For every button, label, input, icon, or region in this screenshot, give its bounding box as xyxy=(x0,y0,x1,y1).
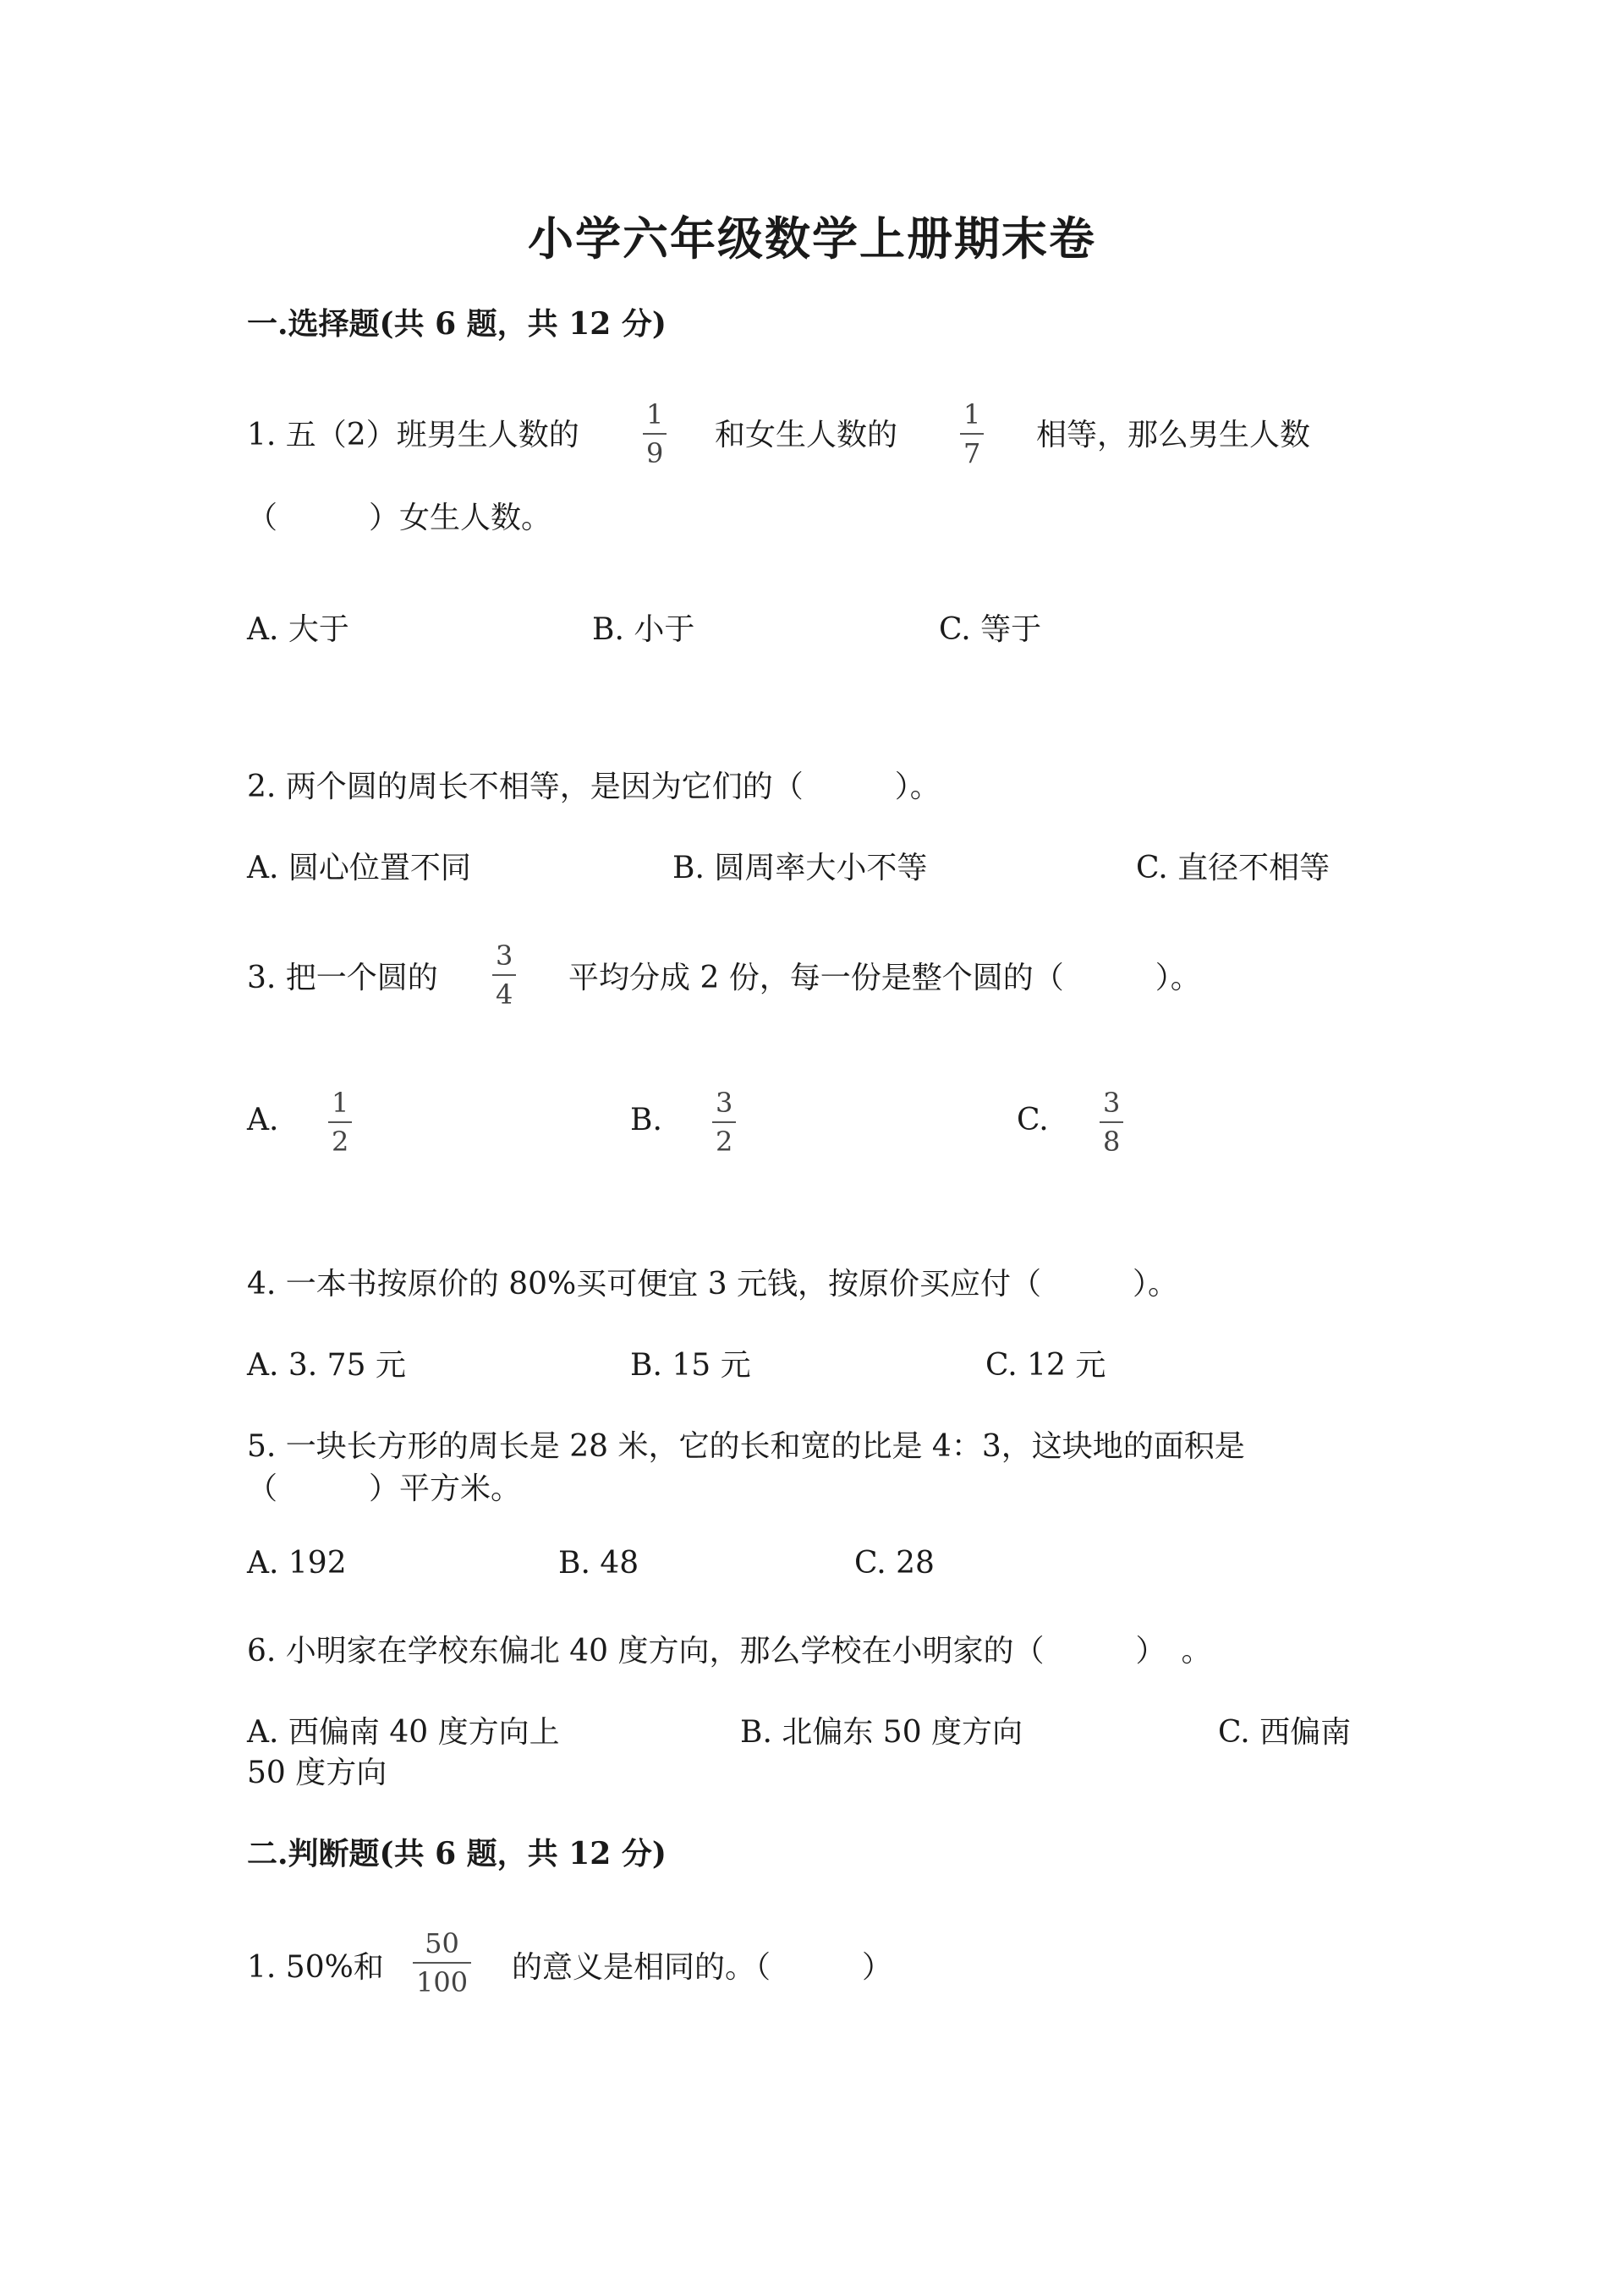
question-2-option-a: A. 圆心位置不同 xyxy=(247,851,471,885)
question-3-option-c-fraction xyxy=(1100,1087,1123,1158)
judge-question-1-fraction xyxy=(413,1927,471,1998)
question-2-option-c: C. 直径不相等 xyxy=(1136,851,1330,885)
question-1-option-a: A. 大于 xyxy=(247,612,349,647)
question-1-fraction-2 xyxy=(960,398,984,469)
question-5-option-a: A. 192 xyxy=(247,1546,347,1581)
fraction-numerator: 3 xyxy=(716,1087,733,1119)
judge-question-1-text-b: 的意义是相同的。（ ） xyxy=(512,1950,893,1985)
question-3-option-b-fraction xyxy=(712,1087,736,1158)
question-3-option-b: B. xyxy=(630,1103,662,1137)
fraction-numerator: 1 xyxy=(963,398,981,430)
fraction-numerator: 3 xyxy=(496,940,513,972)
question-1-fraction-1 xyxy=(643,398,667,469)
page-title: 小学六年级数学上册期末卷 xyxy=(528,211,1096,266)
question-4-option-c: C. 12 元 xyxy=(985,1348,1106,1383)
question-3-option-a: A. xyxy=(247,1103,279,1137)
question-1-text-b: 和女生人数的 xyxy=(715,418,898,452)
fraction-denominator: 100 xyxy=(416,1966,469,1998)
fraction-denominator: 7 xyxy=(963,437,981,469)
question-4-option-a: A. 3. 75 元 xyxy=(247,1348,406,1383)
question-5-option-c: C. 28 xyxy=(854,1546,935,1581)
question-6-option-c-continued: 50 度方向 xyxy=(247,1756,387,1790)
fraction-denominator: 2 xyxy=(332,1126,349,1158)
fraction-numerator: 1 xyxy=(646,398,664,430)
question-3-text-a: 3. 把一个圆的 xyxy=(247,961,438,995)
judge-question-1-text-a: 1. 50%和 xyxy=(247,1950,384,1985)
question-4-text: 4. 一本书按原价的 80%买可便宜 3 元钱，按原价买应付（ ）。 xyxy=(247,1267,1179,1301)
question-1-option-c: C. 等于 xyxy=(939,612,1042,647)
question-1-text-d: （ ）女生人数。 xyxy=(247,501,552,535)
question-5-text-a: 5. 一块长方形的周长是 28 米，它的长和宽的比是 4：3，这块地的面积是 xyxy=(247,1429,1245,1464)
question-6-option-a: A. 西偏南 40 度方向上 xyxy=(247,1715,560,1750)
question-3-option-a-fraction xyxy=(328,1087,352,1158)
fraction-numerator: 3 xyxy=(1103,1087,1121,1119)
question-6-text: 6. 小明家在学校东偏北 40 度方向，那么学校在小明家的（ ） 。 xyxy=(247,1634,1212,1669)
fraction-denominator: 9 xyxy=(646,437,664,469)
question-1-text-c: 相等，那么男生人数 xyxy=(1036,418,1311,452)
fraction-denominator: 8 xyxy=(1103,1126,1121,1158)
question-2-text: 2. 两个圆的周长不相等，是因为它们的（ ）。 xyxy=(247,770,941,804)
question-3-text-b: 平均分成 2 份，每一份是整个圆的（ ）。 xyxy=(568,961,1201,995)
question-1-text-a: 1. 五（2）班男生人数的 xyxy=(247,418,579,452)
question-6-option-c: C. 西偏南 xyxy=(1218,1715,1352,1750)
fraction-numerator: 1 xyxy=(332,1087,349,1119)
fraction-denominator: 4 xyxy=(496,978,513,1011)
question-1-option-b: B. 小于 xyxy=(592,612,695,647)
question-5-option-b: B. 48 xyxy=(558,1546,639,1581)
question-2-option-b: B. 圆周率大小不等 xyxy=(672,851,928,885)
fraction-denominator: 2 xyxy=(716,1126,733,1158)
section-heading-choice: 一.选择题(共 6 题，共 12 分) xyxy=(247,306,667,342)
question-4-option-b: B. 15 元 xyxy=(630,1348,751,1383)
question-3-fraction xyxy=(492,940,516,1011)
question-3-option-c: C. xyxy=(1017,1103,1049,1137)
question-6-option-b: B. 北偏东 50 度方向 xyxy=(740,1715,1023,1750)
section-heading-judge: 二.判断题(共 6 题，共 12 分) xyxy=(247,1836,667,1871)
question-5-text-b: （ ）平方米。 xyxy=(247,1471,522,1506)
fraction-numerator: 50 xyxy=(425,1927,459,1959)
